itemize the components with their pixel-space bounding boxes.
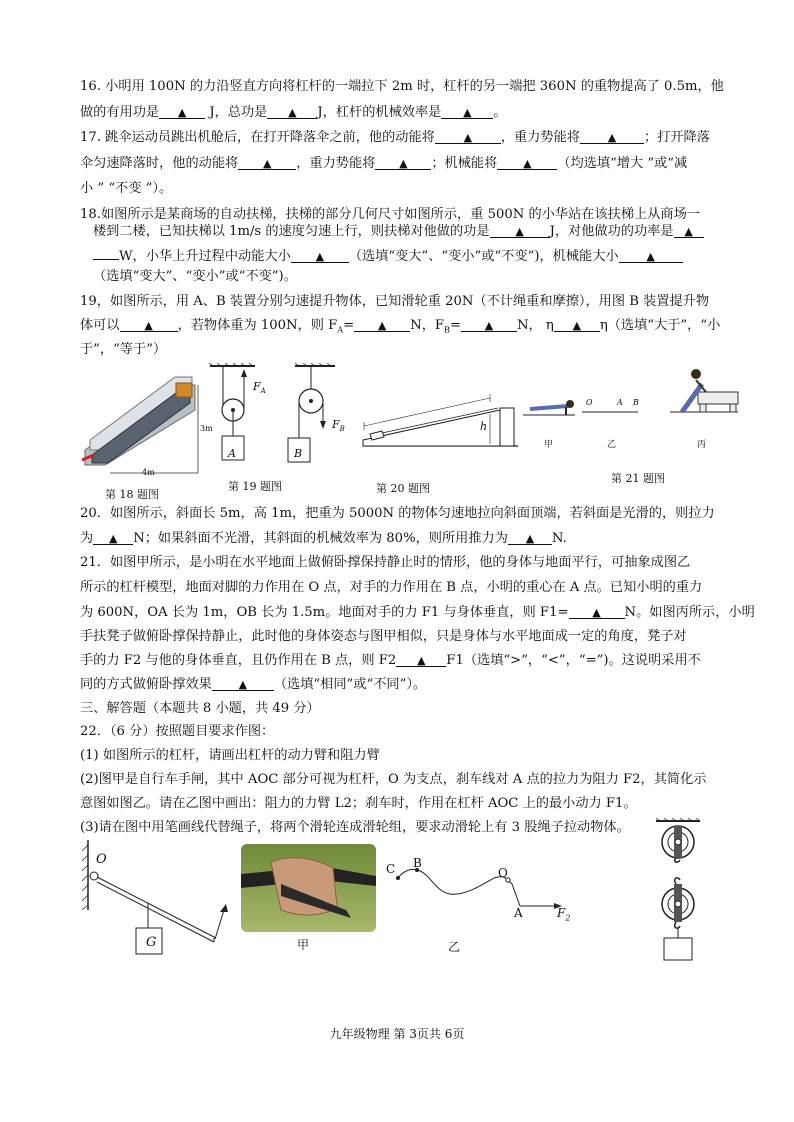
q19-line3: 于”，“等于”） xyxy=(80,342,167,357)
pushup-figures xyxy=(520,364,742,444)
fig21-yi: 乙 xyxy=(607,440,617,450)
block-a-label: A xyxy=(228,447,236,460)
point-a-label: A xyxy=(617,398,623,407)
point-a2-label: A xyxy=(514,906,523,920)
point-b-label: B xyxy=(633,398,639,407)
answer-blank[interactable]: ▲ xyxy=(441,104,493,119)
answer-blank[interactable]: ▲ xyxy=(569,604,625,619)
q21-line6: 同的方式做俯卧撑效果 ▲ （选填“相同”或“不同”）。 xyxy=(80,677,427,692)
answer-blank[interactable]: ▲ xyxy=(619,248,683,263)
fig22-jia: 甲 xyxy=(297,938,310,952)
pulley-figures xyxy=(205,363,340,468)
q22-line1: 22．（6 分）按照题目要求作图： xyxy=(80,724,275,739)
escalator-height-label: 3m xyxy=(200,424,213,433)
page-footer: 九年级物理 第 3页共 6页 xyxy=(329,1027,465,1041)
incline-height-label: h xyxy=(480,420,488,433)
q17-line2: 伞匀速降落时，他的动能将 ▲ ，重力势能将 ▲ ；机械能将 ▲ （均选填“增大 ”或“减 xyxy=(80,156,688,171)
q17-line1: 17. 跳伞运动员跳出机舱后，在打开降落伞之前，他的动能将 ▲ ，重力势能将 ▲ ；打开降落 xyxy=(80,130,710,145)
point-b2-label: B xyxy=(413,856,422,870)
pulley-system-figure xyxy=(650,818,710,963)
block-b-label: B xyxy=(294,447,303,460)
answer-blank[interactable]: ▲ xyxy=(159,104,205,119)
q19-line2: 体可以 ▲ ，若物体重为 100N，则 $F_A=$ ▲ N，$F_B=$ ▲ N， η ▲ η（选填“大于”，“小 xyxy=(80,318,721,335)
fig21-caption: 第 21 题图 xyxy=(611,472,665,485)
answer-blank[interactable]: ▲ xyxy=(508,530,552,545)
fig18-caption: 第 18 题图 xyxy=(105,488,159,501)
q21-line4: 手扶凳子做俯卧撑保持静止，此时他的身体姿态与图甲相似，只是身体与水平地面成一定的角度，凳子对 xyxy=(80,629,687,644)
weight-g-label: G xyxy=(146,935,157,950)
answer-blank[interactable] xyxy=(93,245,119,260)
answer-blank[interactable]: ▲ xyxy=(674,223,704,238)
q18-line2: 楼到二楼，已知扶梯以 1m/s 的速度匀速上行，则扶梯对他做的功是 ▲ J，对他做功的功率是 ▲ xyxy=(93,223,704,241)
answer-blank[interactable]: ▲ xyxy=(497,155,557,170)
incline-figure xyxy=(360,384,520,454)
answer-blank[interactable]: ▲ xyxy=(267,104,317,119)
q17-line3: 小 ” “不变 ”）。 xyxy=(80,181,173,196)
q18-line1: 18.如图所示是某商场的自动扶梯，扶梯的部分几何尺寸如图所示，重 500N 的小华站在该扶梯上从商场一 xyxy=(80,207,700,222)
escalator-figure xyxy=(80,365,210,485)
fig22-yi: 乙 xyxy=(448,940,461,954)
answer-blank[interactable]: ▲ xyxy=(212,676,274,691)
answer-blank[interactable]: ▲ xyxy=(580,129,644,144)
section-heading: 三、解答题（本题共 8 小题，共 49 分） xyxy=(80,701,320,716)
q16-line2: 做的有用功是 ▲ J，总功是 ▲ J，杠杆的机械效率是 ▲ 。 xyxy=(80,105,507,120)
fig20-caption: 第 20 题图 xyxy=(376,482,430,495)
q21-line2: 所示的杠杆模型，地面对脚的力作用在 O 点，对手的力作用在 B 点，小明的重心在 A 点。已知小明的重力 xyxy=(80,580,703,595)
answer-blank[interactable]: ▲ xyxy=(93,530,133,545)
q20-line2: 为 ▲ N；如果斜面不光滑，其斜面的机械效率为 80%，则所用推力为 ▲ N. xyxy=(80,531,567,546)
answer-blank[interactable]: ▲ xyxy=(291,248,349,263)
point-o2-label: O xyxy=(498,866,508,880)
answer-blank[interactable]: ▲ xyxy=(435,129,501,144)
q22-line4: 意图如图乙。请在乙图中画出：阻力的力臂 L2；刹车时，作用在杠杆 AOC 上的最小动力 F1。 xyxy=(80,796,637,811)
point-c-label: C xyxy=(386,862,396,876)
answer-blank[interactable]: ▲ xyxy=(554,317,600,332)
q21-line3: 为 600N，OA 长为 1m，OB 长为 1.5m。地面对手的力 F1 与身体垂直，则 F1= ▲ N。如图丙所示，小明 xyxy=(80,605,755,620)
answer-blank[interactable]: ▲ xyxy=(354,317,410,332)
point-o-label: O xyxy=(586,398,593,407)
answer-blank[interactable]: ▲ xyxy=(461,317,517,332)
q19-line1: 19，如图所示，用 A、B 装置分别匀速提升物体，已知滑轮重 20N（不计绳重和摩擦），用图 B 装置提升物 xyxy=(80,294,710,309)
brake-photo xyxy=(241,844,376,932)
q21-line5: 手的力 F2 与他的身体垂直，且仍作用在 B 点，则 F2 ▲ F1（选填“>”，“<”，“=”)。这说明采用不 xyxy=(80,653,701,668)
q16-line1: 16. 小明用 100N 的力沿竖直方向将杠杆的一端拉下 2m 时，杠杆的另一端把 360N 的重物提高了 0.5m，他 xyxy=(80,79,724,94)
q20-line1: 20．如图所示，斜面长 5m，高 1m，把重为 5000N 的物体匀速地拉向斜面顶端，若斜面是光滑的，则拉力 xyxy=(80,506,715,521)
answer-blank[interactable]: ▲ xyxy=(120,317,178,332)
fig21-jia: 甲 xyxy=(544,440,554,450)
lever-pivot-label: O xyxy=(96,852,107,867)
answer-blank[interactable]: ▲ xyxy=(238,155,296,170)
answer-blank[interactable]: ▲ xyxy=(490,223,550,238)
fig19-caption: 第 19 题图 xyxy=(228,480,282,493)
q22-line5: (3)请在图中用笔画线代替绳子，将两个滑轮连成滑轮组，要求动滑轮上有 3 股绳子拉动物体。 xyxy=(80,820,630,835)
q22-line2: (1) 如图所示的杠杆，请画出杠杆的动力臂和阻力臂 xyxy=(80,748,380,763)
answer-blank[interactable]: ▲ xyxy=(396,652,446,667)
q21-line1: 21．如图甲所示，是小明在水平地面上做俯卧撑保持静止时的情形，他的身体与地面平行，可抽象成图乙 xyxy=(80,555,691,570)
force-f2-label: $F_2$ xyxy=(557,906,571,923)
q18-line4: （选填“变大”、“变小”或“不变”)。 xyxy=(93,269,297,284)
q18-line3: W，小华上升过程中动能大小 ▲ （选填“变大”、“变小”或“不变”)，机械能大小 ▲ xyxy=(93,245,683,266)
force-fb-label: $F_B$ xyxy=(332,418,345,434)
escalator-length-label: 4m xyxy=(142,468,155,477)
fig21-bing: 丙 xyxy=(697,440,707,450)
answer-blank[interactable]: ▲ xyxy=(375,155,431,170)
q22-line3: (2)图甲是自行车手闸，其中 AOC 部分可视为杠杆，O 为支点，刹车线对 A 点的拉力为阻力 F2，其简化示 xyxy=(80,772,707,787)
force-fa-label: $F_A$ xyxy=(253,380,266,396)
